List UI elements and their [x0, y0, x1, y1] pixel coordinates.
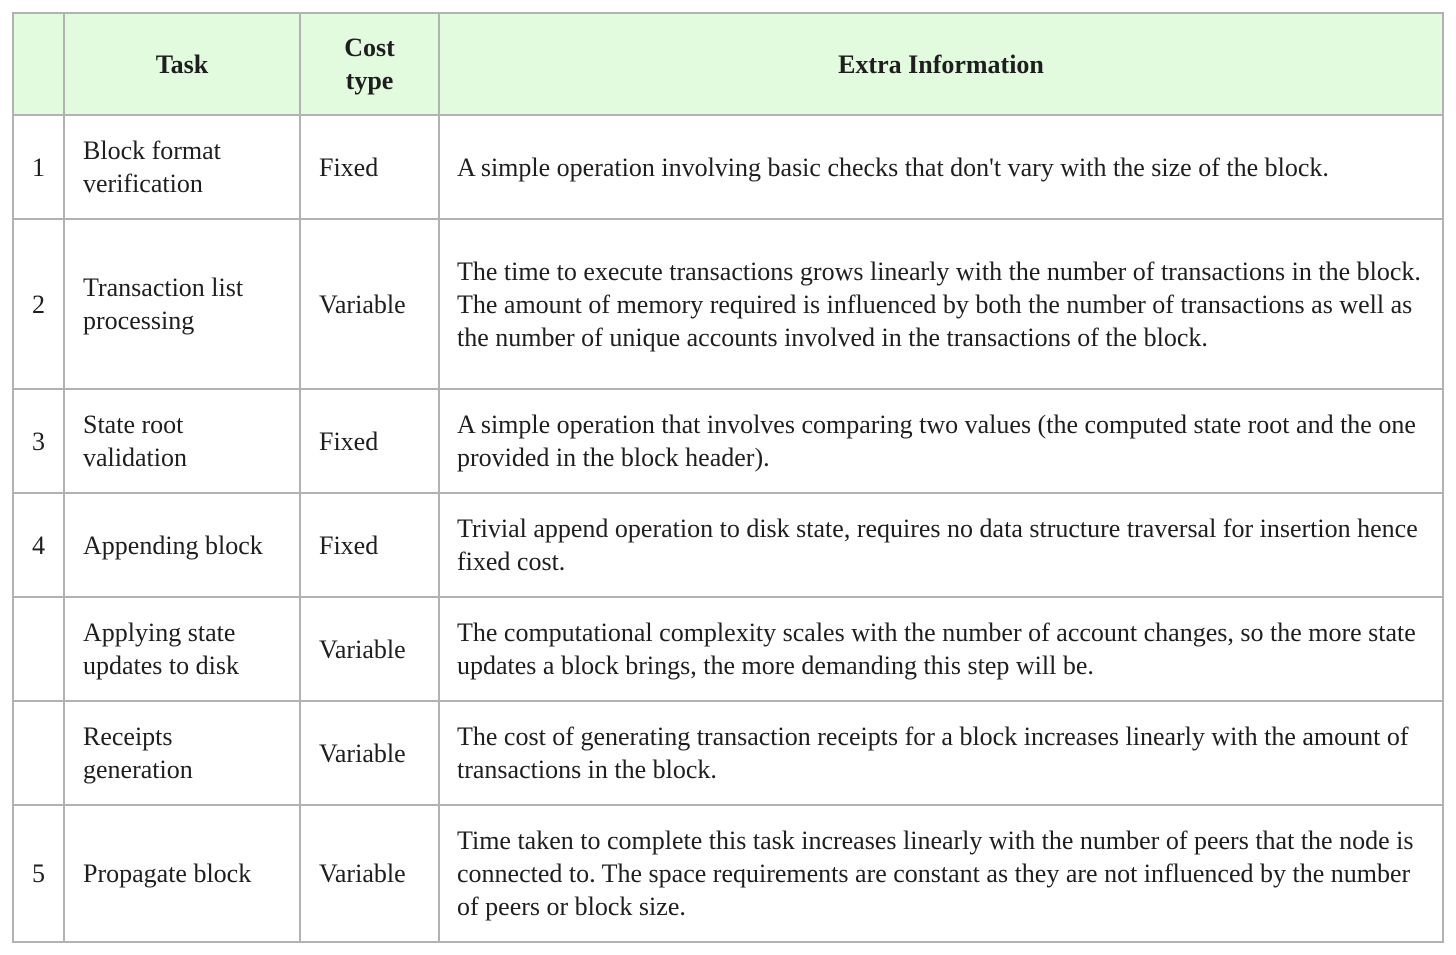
task-cell: Appending block: [64, 493, 300, 597]
table-row: [13, 805, 1443, 942]
row-number: 3: [13, 389, 64, 493]
header-num: [13, 13, 64, 115]
cost-type-cell: Variable: [300, 805, 439, 942]
extra-info-cell: The computational complexity scales with the number of account changes, so the more state updates a block brings, the more demanding this step will be.: [439, 597, 1443, 701]
row-number: 4: [13, 493, 64, 597]
table-row: [13, 389, 1443, 493]
row-number: 2: [13, 219, 64, 389]
row-number: [13, 597, 64, 701]
extra-info-cell: Time taken to complete this task increases linearly with the number of peers that the node is connected to. The space requirements are constant as they are not influenced by the number of peers or block size.: [439, 805, 1443, 942]
header-extra-information: Extra Information: [439, 13, 1443, 115]
extra-info-cell: The time to execute transactions grows linearly with the number of transactions in the block. The amount of memory required is influenced by both the number of transactions as well as the number of unique accounts involved in the transactions of the block.: [439, 219, 1443, 389]
header-row: [13, 13, 1443, 115]
task-cost-table: [12, 12, 1444, 943]
table-row: [13, 115, 1443, 219]
cost-type-cell: Fixed: [300, 115, 439, 219]
task-cell: Receipts generation: [64, 701, 300, 805]
cost-type-cell: Variable: [300, 219, 439, 389]
table-body: [13, 115, 1443, 942]
row-number: 5: [13, 805, 64, 942]
table-row: [13, 597, 1443, 701]
cost-type-cell: Fixed: [300, 493, 439, 597]
task-cell: Transaction list processing: [64, 219, 300, 389]
table-header: [13, 13, 1443, 115]
cost-type-cell: Fixed: [300, 389, 439, 493]
header-cost-type-label: Cost type: [344, 33, 395, 95]
table-row: [13, 219, 1443, 389]
extra-info-cell: The cost of generating transaction receipts for a block increases linearly with the amount of transactions in the block.: [439, 701, 1443, 805]
header-task: Task: [64, 13, 300, 115]
cost-type-cell: Variable: [300, 701, 439, 805]
task-cell: Block format verification: [64, 115, 300, 219]
task-cell: State root validation: [64, 389, 300, 493]
extra-info-cell: A simple operation involving basic checks that don't vary with the size of the block.: [439, 115, 1443, 219]
table-row: [13, 493, 1443, 597]
extra-info-cell: Trivial append operation to disk state, requires no data structure traversal for insertion hence fixed cost.: [439, 493, 1443, 597]
cost-type-cell: Variable: [300, 597, 439, 701]
table-row: [13, 701, 1443, 805]
extra-info-cell: A simple operation that involves comparing two values (the computed state root and the one provided in the block header).: [439, 389, 1443, 493]
row-number: 1: [13, 115, 64, 219]
row-number: [13, 701, 64, 805]
header-cost-type: [300, 13, 439, 115]
task-cell: Applying state updates to disk: [64, 597, 300, 701]
task-cell: Propagate block: [64, 805, 300, 942]
